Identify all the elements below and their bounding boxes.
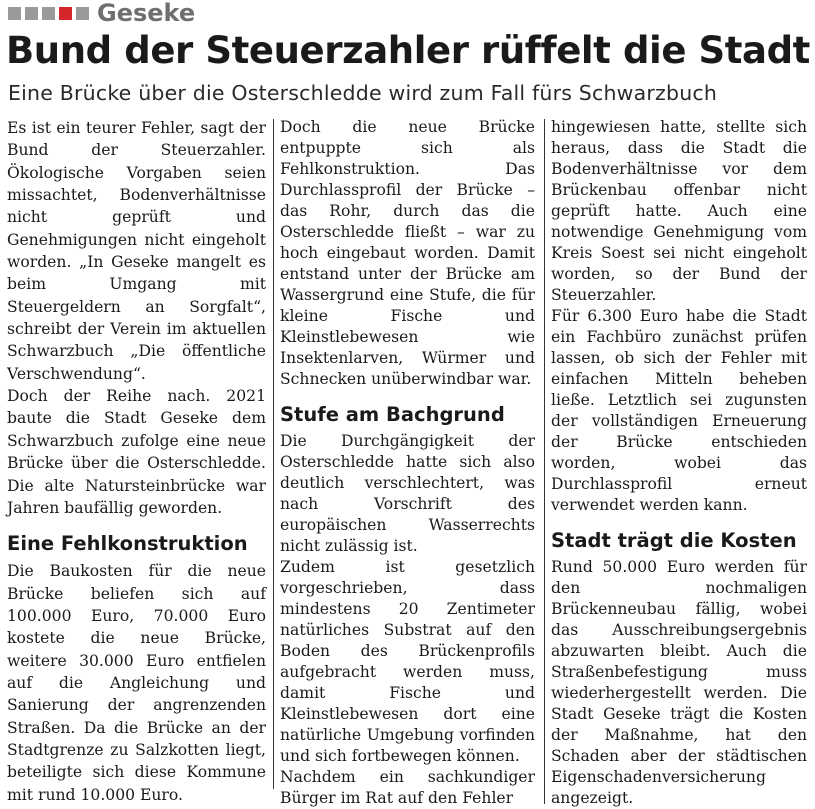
kicker-square [25, 7, 38, 20]
paragraph: Für 6.300 Euro habe die Stadt ein Fachbüro zunächst prüfen lassen, ob sich der Fehler mit einfachen Mitteln beheben ließe. Letztlich sei zugunsten der vollständigen Erneuerung der Brücke entschieden worden, wobei das Durchlassprofil erneut verwendet werden kann. [551, 307, 807, 514]
paragraph: Es ist ein teurer Fehler, sagt der Bund der Steuerzahler. Ökologische Vorgaben seien missachtet, Bodenverhältnisse nicht geprüft und Genehmigungen nicht eingeholt worden. „In Geseke mangelt es beim Umgang mit Steuergeldern an Sorgfalt“, schreibt der Verein im aktuellen Schwarzbuch „Die öffentliche Verschwendung“. [7, 119, 266, 383]
kicker-square-accent [59, 7, 72, 20]
paragraph: Rund 50.000 Euro werden für den nochmaligen Brückenneubau fällig, wobei das Ausschreibungsergebnis abzuwarten bleibt. Auch die Straßenbefestigung muss wiederhergestellt werden. Die Stadt Geseke trägt die Kosten der Maßnahme, hat den Schaden aber der städtischen Eigenschadenversicherung angezeigt. [551, 558, 807, 807]
column-3 [551, 117, 807, 808]
column-divider [273, 119, 274, 789]
kicker-square [42, 7, 55, 20]
kicker-square [8, 7, 21, 20]
paragraph: Doch der Reihe nach. 2021 baute die Stadt Geseke dem Schwarzbuch zufolge eine neue Brücke über die Osterschledde. Die alte Natursteinbrücke war Jahren baufällig geworden. [7, 387, 266, 517]
paragraph: Nachdem ein sachkundiger Bürger im Rat auf den Fehler [280, 768, 535, 807]
kicker-location: Geseke [97, 0, 196, 27]
subheading: Stufe am Bachgrund [280, 403, 505, 426]
paragraph: Zudem ist gesetzlich vorgeschrieben, dass mindestens 20 Zentimeter natürliches Substrat auf den Boden des Brückenprofils aufgebracht werden muss, damit Fische und Kleinstlebewesen dort eine natürliche Umgebung vorfinden und sich fortbewegen können. [280, 558, 535, 765]
article-headline: Bund der Steuerzahler rüffelt die Stadt [6, 29, 810, 72]
paragraph: Die Durchgängigkeit der Osterschledde hatte sich also deutlich verschlechtert, was nach Vorschrift des europäischen Wasserrechts nicht zulässig ist. [280, 432, 535, 555]
column-2 [280, 117, 535, 808]
paragraph: Die Baukosten für die neue Brücke beliefen sich auf 100.000 Euro, 70.000 Euro kostete die neue Brücke, weitere 30.000 Euro entfielen auf die Angleichung und Sanierung der angrenzenden Straßen. Da die Brücke an der Stadtgrenze zu Salzkotten liegt, beteiligte sich diese Kommune mit rund 10.000 Euro. [7, 562, 266, 804]
paragraph: Doch die neue Brücke entpuppte sich als Fehlkonstruktion. Das Durchlassprofil der Brücke – das Rohr, durch das die Osterschledde fließt – war zu hoch eingebaut worden. Damit entstand unter der Brücke am Wassergrund eine Stufe, die für kleine Fische und Kleinstlebewesen wie Insektenlarven, Würmer und Schnecken unüberwindbar war. [280, 118, 535, 388]
column-1 [7, 117, 266, 808]
subheading: Stadt trägt die Kosten [551, 529, 797, 552]
kicker-squares [8, 7, 89, 20]
paragraph: hingewiesen hatte, stellte sich heraus, dass die Stadt die Bodenverhältnisse vor dem Brückenbau offenbar nicht geprüft hatte. Auch eine notwendige Genehmigung vom Kreis Soest sei nicht eingeholt worden, so der Bund der Steuerzahler. [551, 118, 807, 304]
subheading: Eine Fehlkonstruktion [7, 532, 248, 556]
article-subheadline: Eine Brücke über die Osterschledde wird zum Fall fürs Schwarzbuch [8, 81, 718, 105]
section-kicker [8, 0, 195, 26]
column-divider [544, 119, 545, 804]
kicker-square [76, 7, 89, 20]
article-body [0, 117, 815, 808]
